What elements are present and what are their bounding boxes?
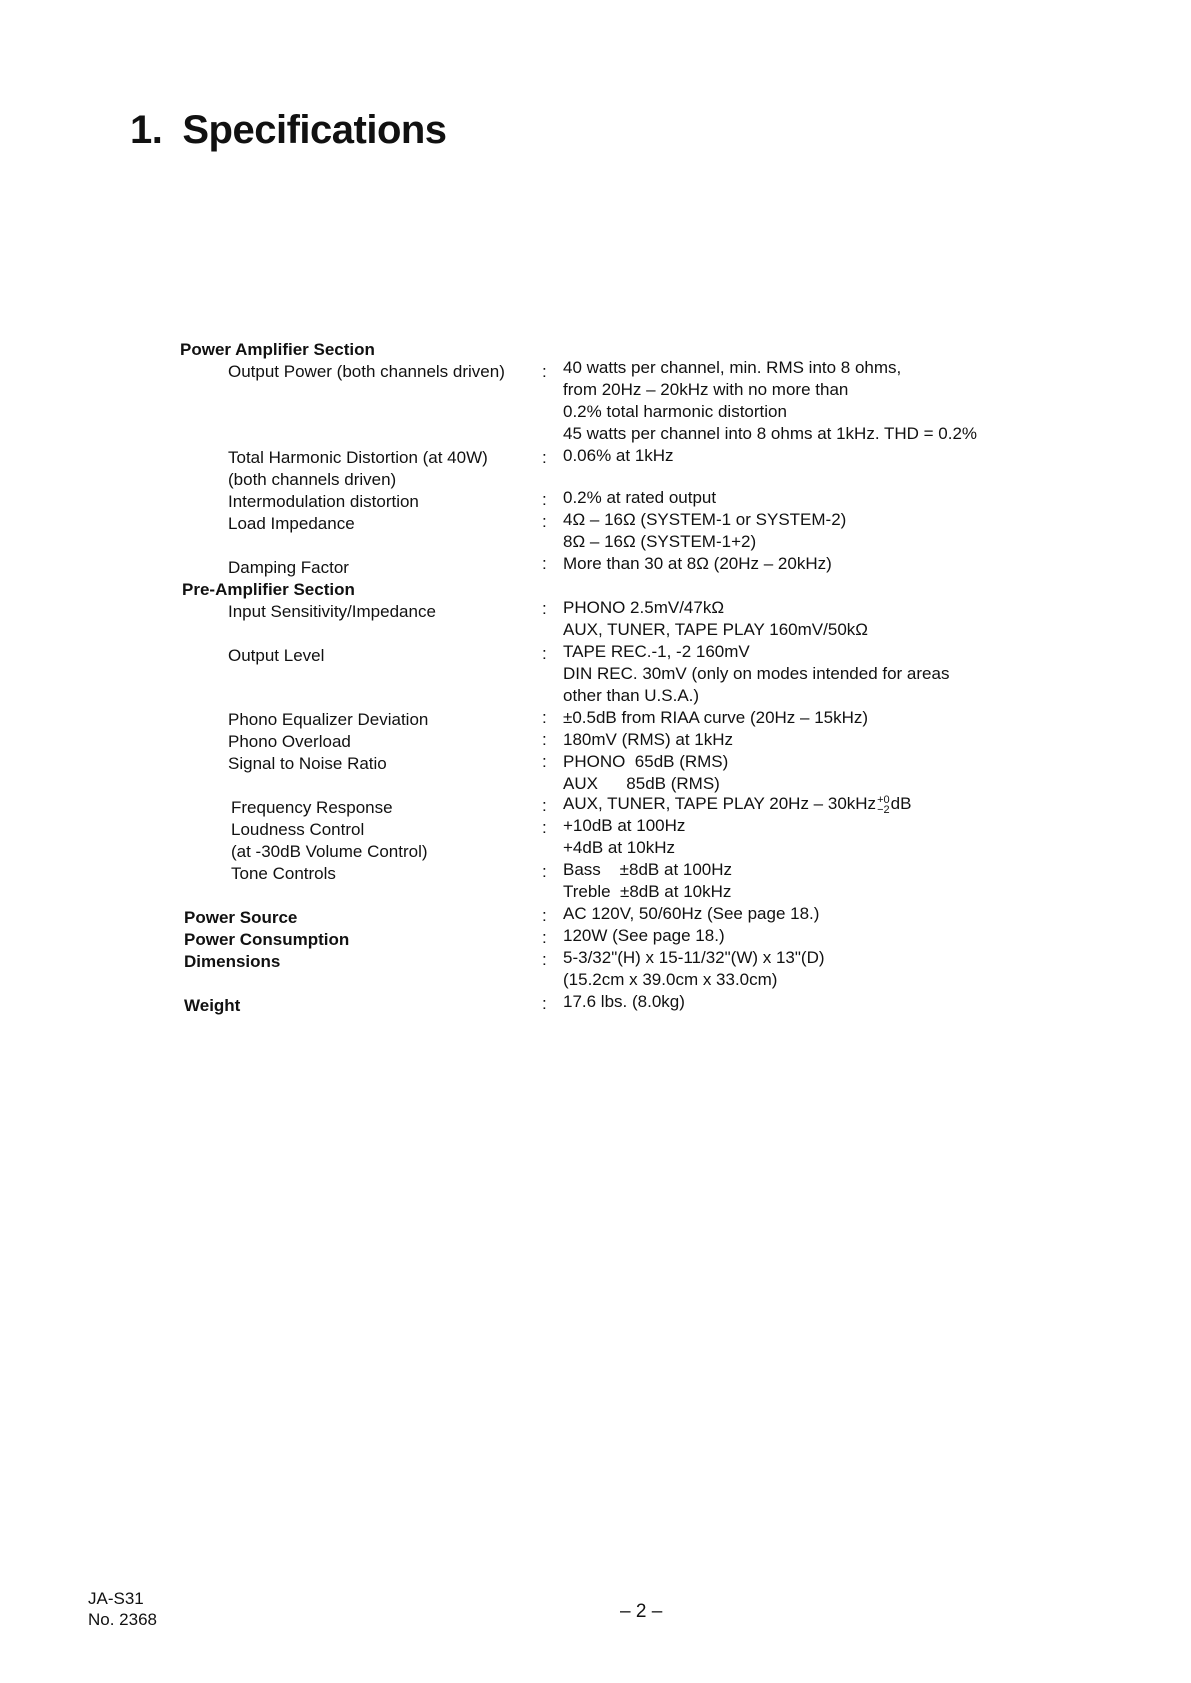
loudness-value: +10dB at 100Hz bbox=[563, 816, 686, 835]
input-sensitivity-value: AUX, TUNER, TAPE PLAY 160mV/50kΩ bbox=[563, 620, 868, 639]
output-power-label: Output Power (both channels driven) bbox=[228, 362, 505, 381]
weight-label: Weight bbox=[184, 996, 241, 1015]
output-level-value: DIN REC. 30mV (only on modes intended for areas bbox=[563, 664, 950, 683]
page-title bbox=[130, 108, 447, 153]
phono-eq-value: ±0.5dB from RIAA curve (20Hz – 15kHz) bbox=[563, 708, 869, 727]
colon: : bbox=[542, 994, 547, 1013]
dimensions-value: 5-3/32"(H) x 15-11/32"(W) x 13"(D) bbox=[563, 948, 825, 967]
tolerance-minus: −2 bbox=[877, 803, 890, 816]
imd-label: Intermodulation distortion bbox=[228, 492, 419, 511]
output-power-value: 45 watts per channel into 8 ohms at 1kHz. THD = 0.2% bbox=[563, 424, 978, 443]
frequency-response-text: AUX, TUNER, TAPE PLAY 20Hz – 30kHz bbox=[563, 794, 877, 813]
colon: : bbox=[542, 554, 547, 573]
frequency-response-value bbox=[563, 793, 911, 815]
phono-overload-label: Phono Overload bbox=[228, 732, 351, 751]
colon: : bbox=[542, 906, 547, 925]
power-source-value: AC 120V, 50/60Hz (See page 18.) bbox=[563, 904, 820, 923]
loudness-label-continued: (at -30dB Volume Control) bbox=[231, 842, 428, 861]
pre-amplifier-heading: Pre-Amplifier Section bbox=[182, 580, 355, 599]
output-level-value: TAPE REC.-1, -2 160mV bbox=[563, 642, 750, 661]
input-sensitivity-label: Input Sensitivity/Impedance bbox=[228, 602, 436, 621]
section-title: Specifications bbox=[182, 108, 447, 152]
load-impedance-label: Load Impedance bbox=[228, 514, 355, 533]
imd-value: 0.2% at rated output bbox=[563, 488, 717, 507]
colon: : bbox=[542, 796, 547, 815]
load-impedance-value: 4Ω – 16Ω (SYSTEM-1 or SYSTEM-2) bbox=[563, 510, 847, 529]
frequency-tolerance bbox=[877, 795, 890, 815]
colon: : bbox=[542, 708, 547, 727]
power-consumption-value: 120W (See page 18.) bbox=[563, 926, 725, 945]
colon: : bbox=[542, 950, 547, 969]
output-power-value: from 20Hz – 20kHz with no more than bbox=[563, 380, 849, 399]
colon: : bbox=[542, 599, 547, 618]
model-name: JA-S31 bbox=[88, 1589, 144, 1608]
phono-eq-label: Phono Equalizer Deviation bbox=[228, 710, 429, 729]
tone-controls-label: Tone Controls bbox=[231, 864, 336, 883]
colon: : bbox=[542, 362, 547, 381]
dimensions-label: Dimensions bbox=[184, 952, 281, 971]
input-sensitivity-value: PHONO 2.5mV/47kΩ bbox=[563, 598, 725, 617]
colon: : bbox=[542, 490, 547, 509]
tolerance-plus: +0 bbox=[877, 793, 890, 806]
dimensions-value: (15.2cm x 39.0cm x 33.0cm) bbox=[563, 970, 778, 989]
power-source-label: Power Source bbox=[184, 908, 298, 927]
tone-controls-value: Bass ±8dB at 100Hz bbox=[563, 860, 733, 879]
page-number: – 2 – bbox=[620, 1601, 663, 1622]
colon: : bbox=[542, 928, 547, 947]
snr-value: PHONO 65dB (RMS) bbox=[563, 752, 729, 771]
document-number: No. 2368 bbox=[88, 1610, 157, 1629]
output-level-label: Output Level bbox=[228, 646, 325, 665]
phono-overload-value: 180mV (RMS) at 1kHz bbox=[563, 730, 734, 749]
colon: : bbox=[542, 862, 547, 881]
thd-label-continued: (both channels driven) bbox=[228, 470, 397, 489]
thd-label: Total Harmonic Distortion (at 40W) bbox=[228, 448, 488, 467]
section-number: 1. bbox=[130, 108, 163, 152]
output-level-value: other than U.S.A.) bbox=[563, 686, 700, 705]
colon: : bbox=[542, 644, 547, 663]
colon: : bbox=[542, 512, 547, 531]
tone-controls-value: Treble ±8dB at 10kHz bbox=[563, 882, 732, 901]
output-power-value: 40 watts per channel, min. RMS into 8 ohms, bbox=[563, 358, 902, 377]
colon: : bbox=[542, 730, 547, 749]
colon: : bbox=[542, 752, 547, 771]
colon: : bbox=[542, 448, 547, 467]
loudness-value: +4dB at 10kHz bbox=[563, 838, 675, 857]
output-power-value: 0.2% total harmonic distortion bbox=[563, 402, 787, 421]
footer-model-info bbox=[88, 1588, 157, 1630]
colon: : bbox=[542, 818, 547, 837]
frequency-response-label: Frequency Response bbox=[231, 798, 393, 817]
power-amplifier-heading: Power Amplifier Section bbox=[180, 340, 375, 359]
damping-factor-label: Damping Factor bbox=[228, 558, 349, 577]
thd-value: 0.06% at 1kHz bbox=[563, 446, 674, 465]
loudness-label: Loudness Control bbox=[231, 820, 365, 839]
weight-value: 17.6 lbs. (8.0kg) bbox=[563, 992, 685, 1011]
snr-label: Signal to Noise Ratio bbox=[228, 754, 387, 773]
snr-value: AUX 85dB (RMS) bbox=[563, 774, 720, 793]
load-impedance-value: 8Ω – 16Ω (SYSTEM-1+2) bbox=[563, 532, 757, 551]
frequency-unit: dB bbox=[890, 794, 912, 813]
damping-factor-value: More than 30 at 8Ω (20Hz – 20kHz) bbox=[563, 554, 832, 573]
power-consumption-label: Power Consumption bbox=[184, 930, 350, 949]
